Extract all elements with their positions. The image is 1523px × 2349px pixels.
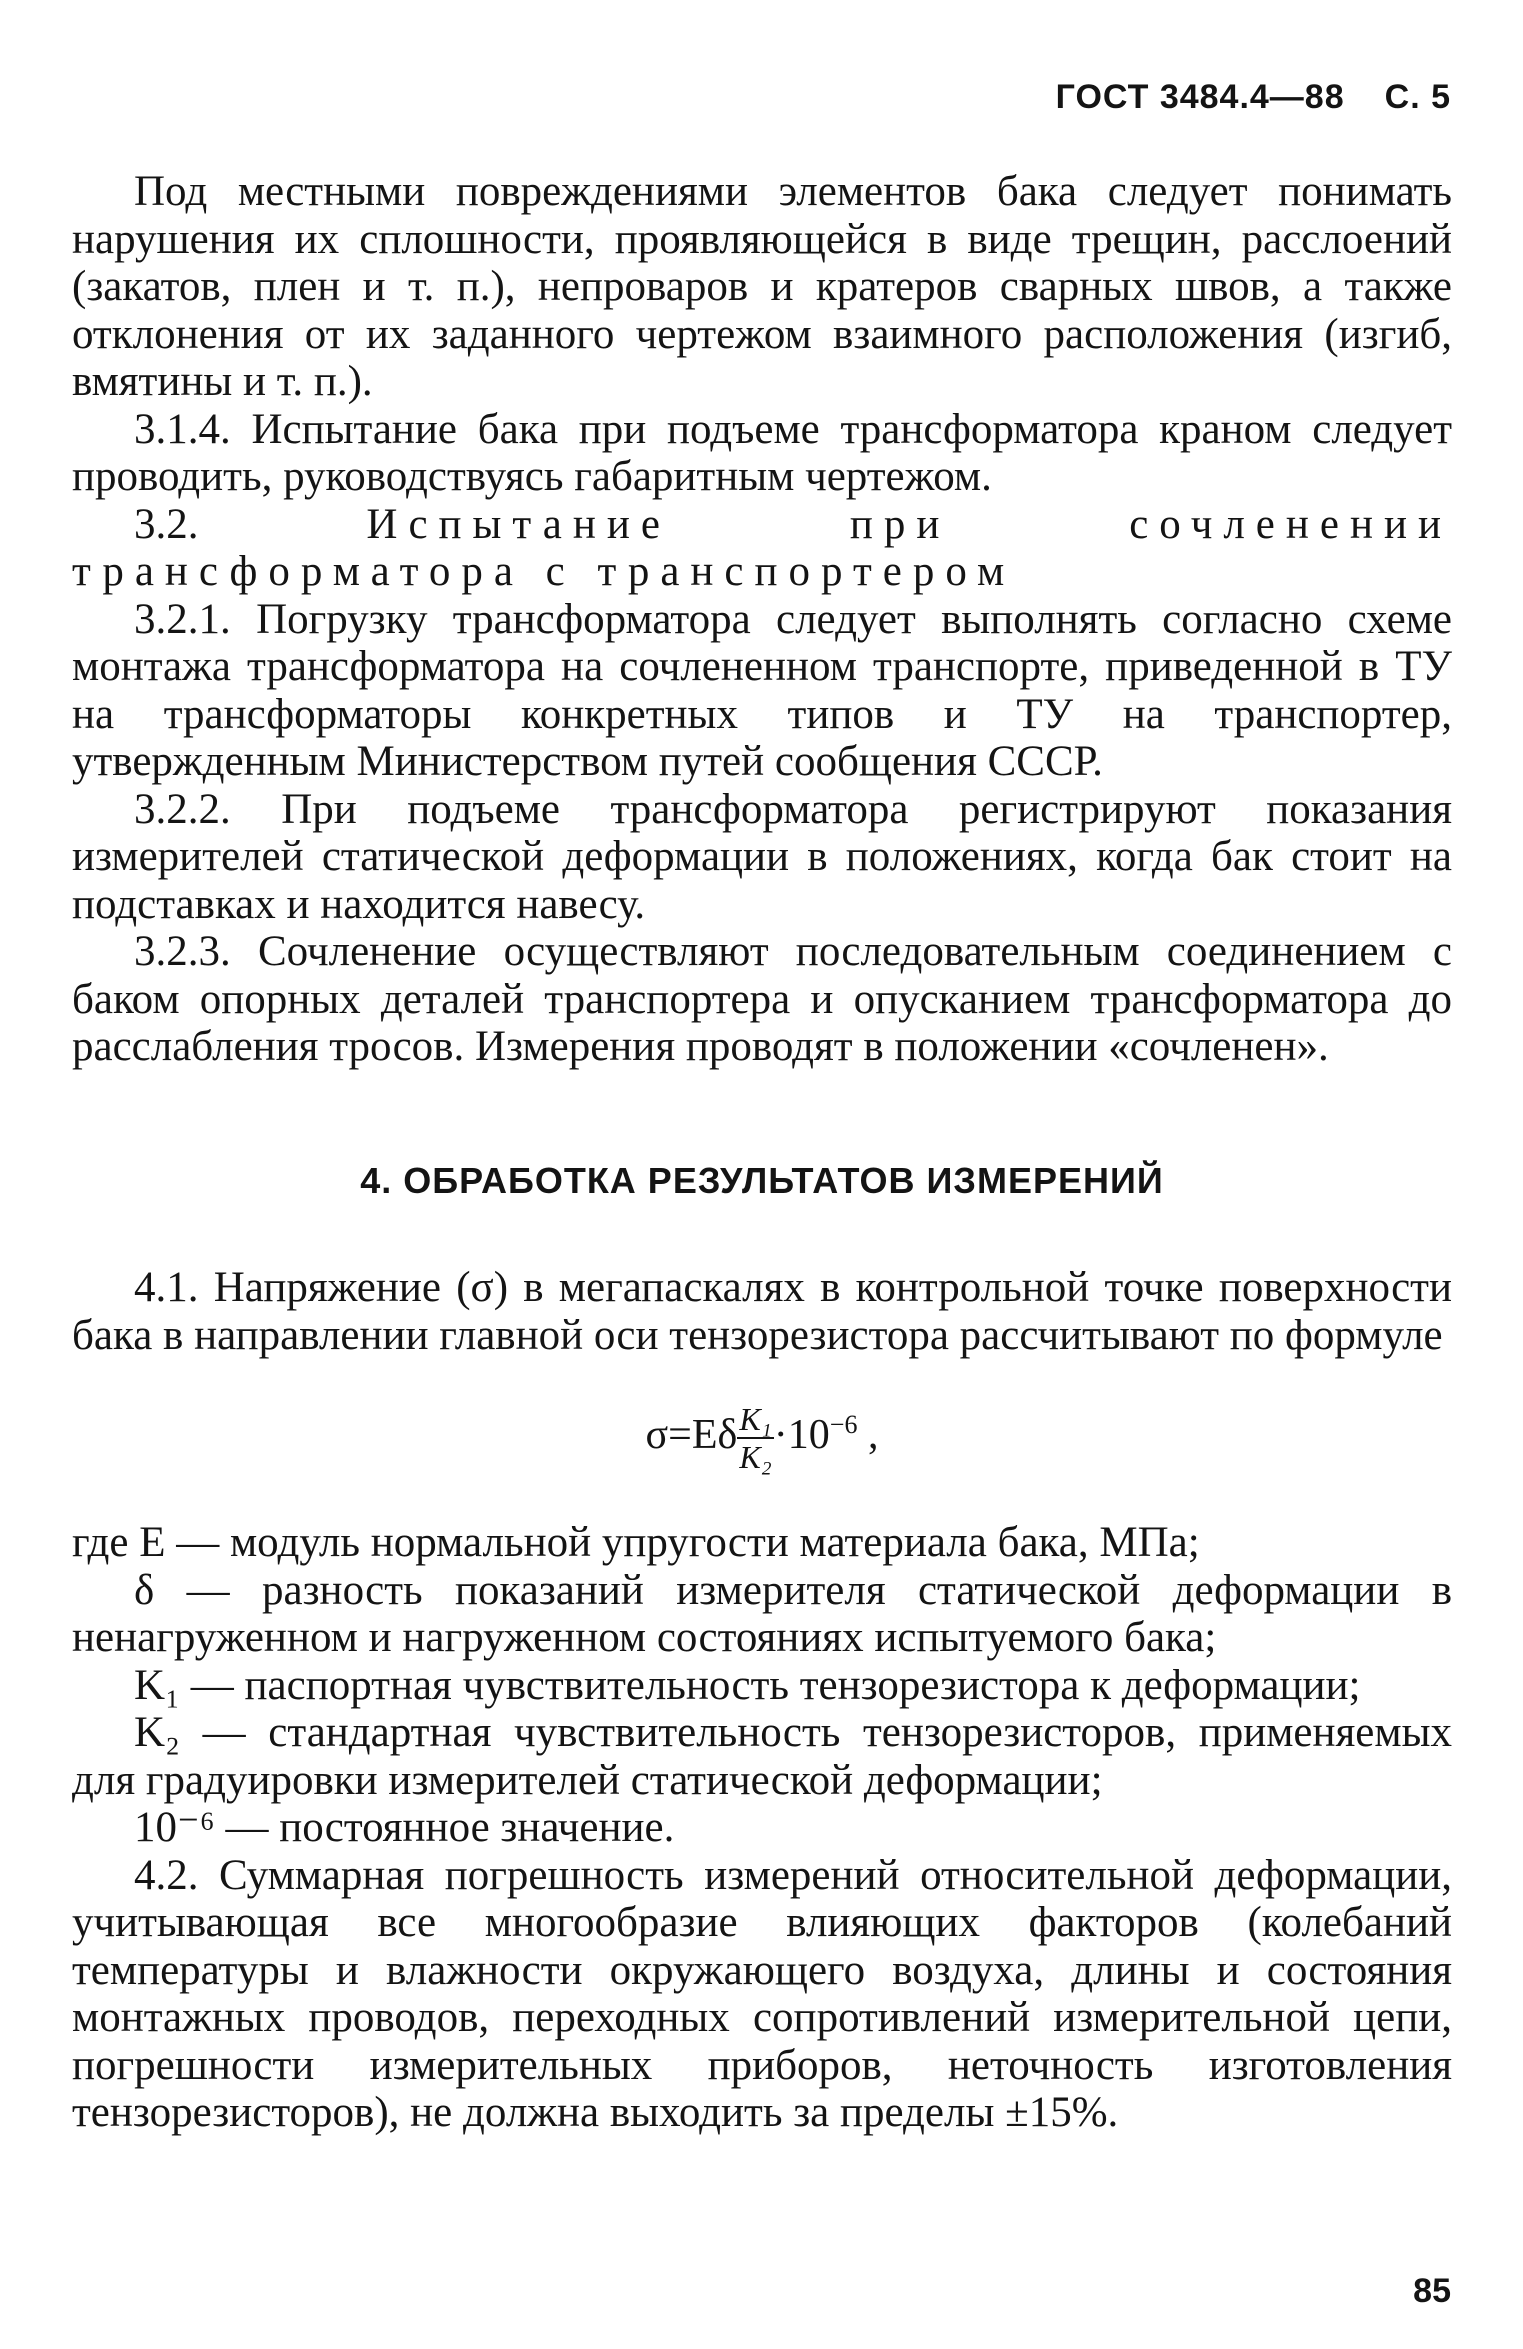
paragraph-4-2: 4.2. Суммарная погрешность измерений относительной деформации, учитывающая все многообразие влияющих факторов (колебаний температуры и влажности окружающего воздуха, длины и состояния монтажных проводов, переходных сопротивлений измерительной цепи, погрешности измерительных приборов, неточность изготовления тензорезисторов), не должна выходить за пределы ±15%. <box>72 1851 1452 2136</box>
paragraph-local-damage: Под местными повреждениями элементов бака следует понимать нарушения их сплошности, проявляющейся в виде трещин, расслоений (закатов, плен и т. п.), непроваров и кратеров сварных швов, а также отклонения от их заданного чертежом взаимного расположения (изгиб, вмятины и т. п.). <box>72 168 1452 405</box>
formula-lhs: σ=Eδ <box>645 1412 738 1458</box>
formula-numerator: K₁ <box>739 1401 772 1438</box>
page-number: 85 <box>1413 2272 1451 2310</box>
section-title: Испытание при сочленении трансформатора с транспортером <box>72 500 1453 595</box>
stress-formula <box>72 1393 1452 1493</box>
paragraph-4-1: 4.1. Напряжение (σ) в мегапаскалях в контрольной точке поверхности бака в направлении главной оси тензорезистора рассчитывают по формуле <box>72 1264 1452 1359</box>
standard-number: ГОСТ 3484.4—88 <box>1055 78 1345 116</box>
where-line-const: 10⁻⁶ — постоянное значение. <box>134 1804 675 1851</box>
section-number: 3.2. <box>134 500 199 548</box>
formula-tail: , <box>857 1412 879 1458</box>
formula-exponent: −6 <box>829 1410 858 1439</box>
formula-fraction <box>737 1401 773 1475</box>
where-line-k2: K₂ — стандартная чувствительность тензорезисторов, применяемых для градуировки измерителей статической деформации; <box>72 1709 1452 1804</box>
where-line-k1: K₁ — паспортная чувствительность тензорезистора к деформации; <box>134 1661 1361 1709</box>
paragraph-3-2-2: 3.2.2. При подъеме трансформатора регистрируют показания измерителей статической деформации в положениях, когда бак стоит на подставках и находится навесу. <box>72 785 1452 928</box>
formula-denominator: K₂ <box>739 1439 772 1476</box>
page-label: С. 5 <box>1384 78 1451 116</box>
section-4-heading: 4. ОБРАБОТКА РЕЗУЛЬТАТОВ ИЗМЕРЕНИЙ <box>360 1159 1164 1201</box>
formula-multiplier: ·10 <box>773 1412 830 1458</box>
where-line-e: где E — модуль нормальной упругости материала бака, МПа; <box>72 1519 1200 1566</box>
paragraph-3-2-1: 3.2.1. Погрузку трансформатора следует выполнять согласно схеме монтажа трансформатора на сочлененном транспорте, приведенной в ТУ на трансформаторы конкретных типов и ТУ на транспортер, утвержденным Министерством путей сообщения СССР. <box>72 595 1452 785</box>
document-body <box>72 168 1452 2137</box>
paragraph-3-1-4: 3.1.4. Испытание бака при подъеме трансформатора краном следует проводить, руководствуясь габаритным чертежом. <box>72 405 1452 500</box>
page-header <box>1056 78 1451 117</box>
section-3-2-title <box>72 501 1452 596</box>
where-line-delta: δ — разность показаний измерителя статической деформации в ненагруженном и нагруженном состояниях испытуемого бака; <box>72 1566 1452 1661</box>
paragraph-3-2-3: 3.2.3. Сочленение осуществляют последовательным соединением с баком опорных деталей транспортера и опусканием трансформатора до расслабления тросов. Измерения проводят в положении «сочленен». <box>72 928 1452 1070</box>
